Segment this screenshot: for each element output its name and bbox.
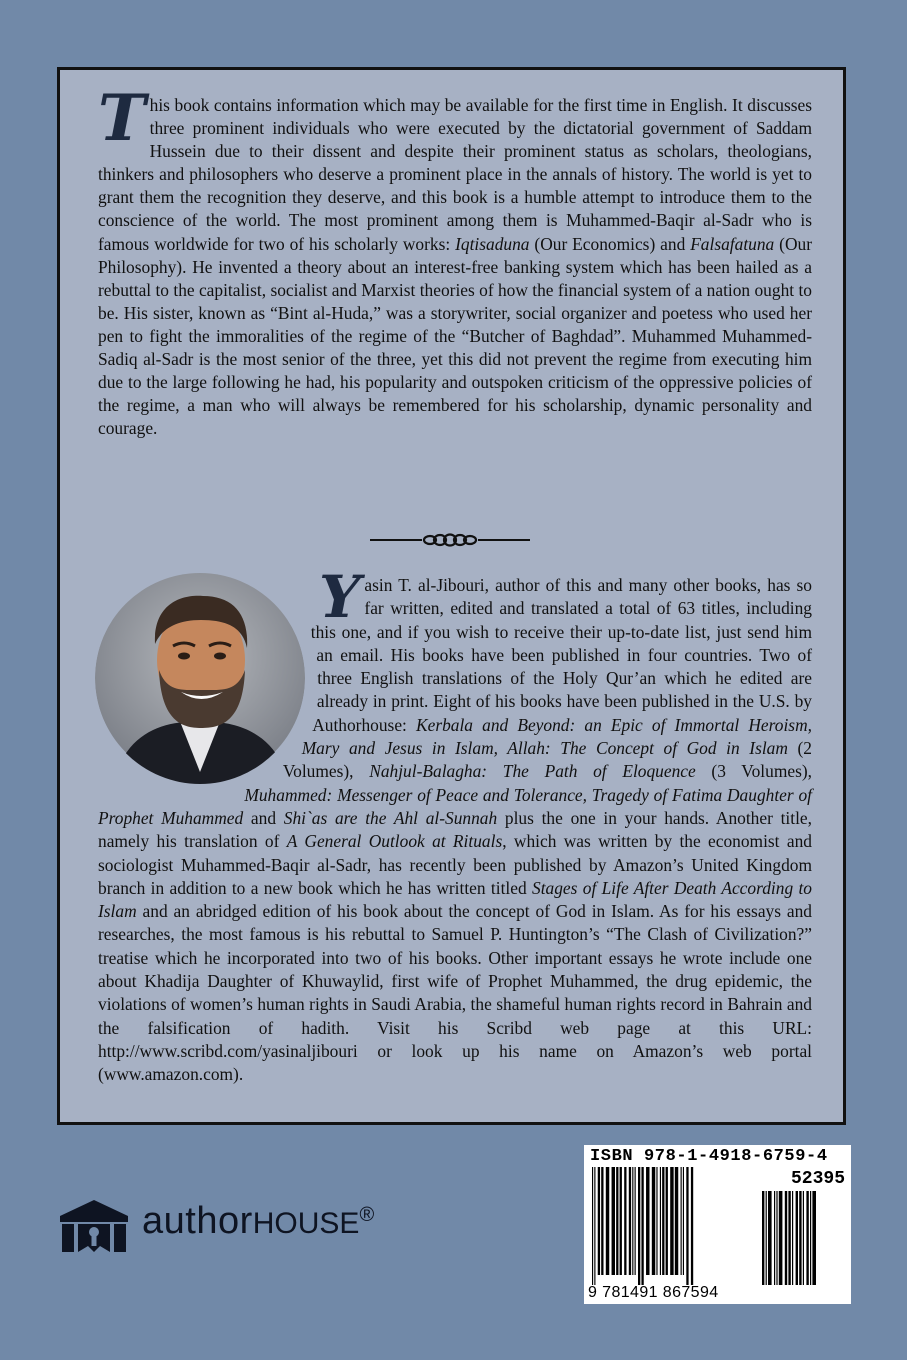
barcode-bar (656, 1167, 657, 1275)
book-house-logo-icon (56, 1196, 132, 1256)
barcode-bar (779, 1191, 783, 1285)
isbn-barcode (584, 1145, 851, 1304)
barcode-bar (803, 1191, 804, 1285)
blurb-text-rest: (Our Philosophy). He invented a theory about an interest-free banking system which has been hailed as a rebuttal to the capitalist, socialist and Marxist theories of how the financial system of a nation ought to be. His sister, known as “Bint al-Huda,” was a storywriter, social organizer and poetess who used her pen to fight the immoralities of the regime of the “Butcher of Baghdad”. Muhammed Muhammed-Sadiq al-Sadr is the most senior of the three, yet this did not prevent the regime from executing him due to the large following he had, his popularity and outspoken criticism of the oppressive policies of the regime, a man who will always be remembered for his scholarship, dynamic personality and courage. (98, 233, 812, 439)
bio-text-5: plus the one in your hands. Another title, namely his translation of (98, 807, 812, 852)
barcode-bar (620, 1167, 622, 1275)
bio-text-1: asin T. al-Jibouri, author of this and many other books, has so far written, edited and translated a total of 63 titles, including this one, and if you wish to receive their up-to-date list, just send him an email. His books have been published in four countries. Two of three English translations of the Holy Qur’an which he edited are already in print. Eight of his books have been published in the U.S. by Authorhouse: (310, 575, 812, 735)
barcode-bar (762, 1191, 764, 1285)
barcode-bar (629, 1167, 631, 1275)
publisher-logo (56, 1196, 416, 1258)
bio-titles-6: Stages of Life After Death According to Islam (98, 877, 813, 922)
barcode-bar (796, 1191, 798, 1285)
barcode-bar (675, 1167, 678, 1275)
barcode-bar (812, 1191, 816, 1285)
barcode-bar (683, 1167, 684, 1275)
barcode-bar (788, 1191, 790, 1285)
barcode-bar (806, 1191, 808, 1285)
barcode-bar (660, 1167, 661, 1275)
price-code: 52395 (790, 1169, 845, 1189)
barcode-bar (632, 1167, 633, 1275)
bio-titles-1: Kerbala and Beyond: an Epic of Immortal Heroism, Mary and Jesus in Islam, Allah: The Concept of God in Islam (301, 714, 812, 759)
barcode-bar (774, 1191, 775, 1285)
barcode-bar (768, 1191, 772, 1285)
author-bio (98, 563, 813, 1087)
barcode-bar (598, 1167, 600, 1275)
author-portrait (95, 572, 305, 784)
barcode-bar (601, 1167, 603, 1275)
ornament-divider-icon (370, 528, 530, 552)
barcode-bar (776, 1191, 777, 1285)
barcode-bar (792, 1191, 793, 1285)
barcode-bar (616, 1167, 618, 1275)
bio-titles-2: Nahjul-Balagha: The Path of Eloquence (369, 761, 696, 782)
blurb-text-mid: (Our Economics) and (529, 233, 691, 254)
barcode-bar (691, 1167, 693, 1285)
isbn-number: ISBN 978-1-4918-6759-4 (590, 1147, 828, 1166)
barcode-bar (635, 1167, 636, 1275)
barcode-bar (592, 1167, 593, 1285)
barcode-bar (612, 1167, 615, 1275)
barcode-bar (686, 1167, 688, 1285)
barcode-bar (662, 1167, 664, 1275)
text-panel (57, 67, 846, 1125)
barcode-bar (785, 1191, 787, 1285)
barcode-bar (594, 1167, 595, 1285)
bio-text-7: and an abridged edition of his book about the concept of God in Islam. As for his essays and researches, the most famous is his rebuttal to Samuel P. Huntington’s “The Clash of Civilization?” treatise which he incorporated into two of his books. Other important essays he wrote include one about Khadija Daughter of Khuwaylid, first wife of Prophet Muhammed, the drug epidemic, the violations of women’s human rights in Saudi Arabia, the shameful human rights record in Bahrain and the falsification of hadith. Visit his Scribd web page at this URL: http://www.scribd.com/yasinaljibouri or look up his name on Amazon’s web portal (www.amazon.com). (98, 901, 812, 1085)
blurb-italic-title-1: Iqtisaduna (455, 233, 530, 254)
barcode-bar (638, 1167, 640, 1285)
barcode-bar (606, 1167, 609, 1275)
bio-titles-3: Muhammed: Messenger of Peace and Tolerance, Tragedy of Fatima Daughter of Prophet Muhammed (98, 784, 812, 828)
barcode-bar (681, 1167, 682, 1275)
barcode-bar (766, 1191, 767, 1285)
barcode-bar (641, 1167, 643, 1285)
bio-text-6: , which was written by the economist and sociologist Muhammed-Baqir al-Sadr, has recently been published by Amazon’s United Kingdom branch in addition to a new book which he has written titled (98, 831, 812, 898)
barcode-bar (670, 1167, 673, 1275)
bio-drop-cap: Y (319, 563, 361, 631)
barcode-bar (666, 1167, 668, 1275)
barcode-bar (810, 1191, 811, 1285)
barcode-bar (624, 1167, 626, 1275)
blurb-italic-title-2: Falsafatuna (690, 233, 775, 254)
bio-titles-5: A General Outlook at Rituals (286, 831, 503, 852)
blurb-text: his book contains information which may be available for the first time in English. It discusses three prominent individuals who were executed by the dictatorial government of Saddam Hussein due to their dissent and despite their prominent status as scholars, theologians, thinkers and philosophers who deserve a prominent place in the annals of history. The world is yet to grant them the recognition they deserve, and this book is a humble attempt to introduce them to the conscience of the world. The most prominent among them is Muhammed-Baqir al-Sadr who is famous worldwide for two of his scholarly works: (98, 95, 812, 254)
book-blurb (98, 81, 812, 440)
barcode-bar (646, 1167, 649, 1275)
bio-text-4: and (243, 807, 284, 828)
bio-titles-4: Shi`as are the Ahl al-Sunnah (283, 807, 498, 828)
barcode-bar (652, 1167, 655, 1275)
publisher-name: authorHOUSE® (142, 1200, 375, 1242)
bio-text-3: (3 Volumes), (695, 761, 812, 782)
barcode-digits: 9 781491 867594 (588, 1284, 719, 1301)
bio-text-2: (2 Volumes), (282, 738, 812, 782)
barcode-bar (799, 1191, 801, 1285)
blurb-drop-cap: T (98, 81, 146, 156)
